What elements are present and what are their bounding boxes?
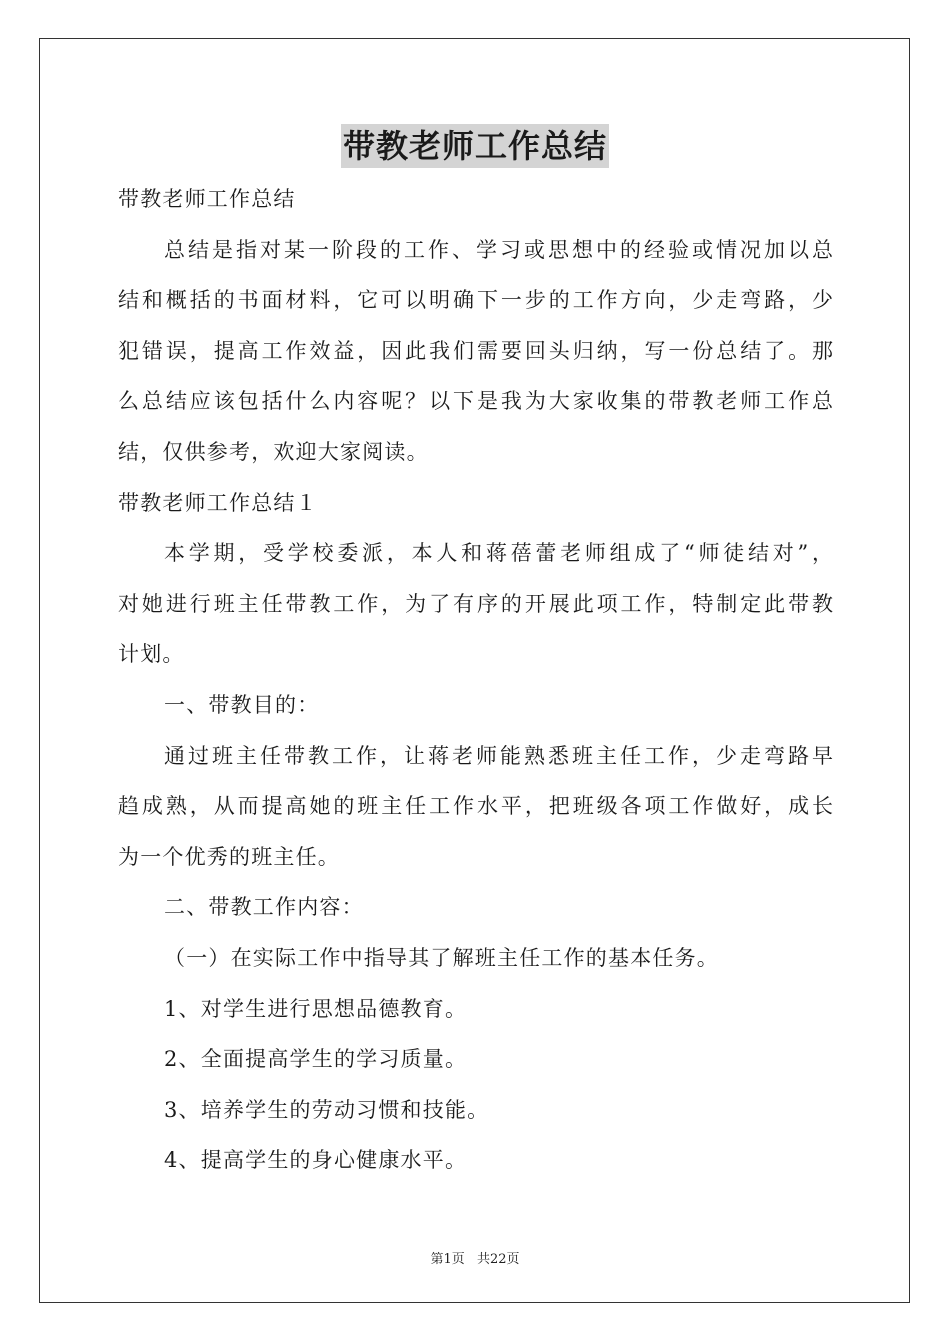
paragraph-line: 本学期，受学校委派，本人和蒋蓓蕾老师组成了“师徒结对”， — [164, 541, 833, 566]
paragraph-line: 结，仅供参考，欢迎大家阅读。 — [118, 439, 429, 464]
list-item: 4、提高学生的身心健康水平。 — [164, 1148, 468, 1173]
title-container — [0, 124, 950, 168]
list-item: 3、培养学生的劳动习惯和技能。 — [164, 1097, 490, 1122]
paragraph-line: 对她进行班主任带教工作，为了有序的开展此项工作，特制定此带教 — [118, 591, 833, 616]
list-item: 1、对学生进行思想品德教育。 — [164, 996, 468, 1021]
paragraph-line: 为一个优秀的班主任。 — [118, 844, 340, 869]
subsection-heading: 二、带教工作内容： — [164, 895, 364, 920]
section-heading: 带教老师工作总结１ — [118, 490, 318, 515]
paragraph-line: 结和概括的书面材料，它可以明确下一步的工作方向，少走弯路，少 — [118, 288, 833, 313]
paragraph-line: 总结是指对某一阶段的工作、学习或思想中的经验或情况加以总 — [164, 237, 833, 262]
subsection-heading: 一、带教目的： — [164, 692, 320, 717]
subtitle-line: 带教老师工作总结 — [118, 187, 296, 211]
paragraph-line: 么总结应该包括什么内容呢？以下是我为大家收集的带教老师工作总 — [118, 389, 833, 414]
paragraph-line: 趋成熟，从而提高她的班主任工作水平，把班级各项工作做好，成长 — [118, 794, 833, 819]
list-item: 2、全面提高学生的学习质量。 — [164, 1047, 468, 1072]
page-footer — [0, 1248, 950, 1267]
page-number: 第1页 — [430, 1252, 465, 1267]
page-total: 共22页 — [476, 1252, 520, 1267]
document-body — [118, 174, 833, 1186]
paragraph-line: （一）在实际工作中指导其了解班主任工作的基本任务。 — [164, 945, 719, 970]
paragraph-line: 通过班主任带教工作，让蒋老师能熟悉班主任工作，少走弯路早 — [164, 743, 833, 768]
paragraph-line: 计划。 — [118, 642, 185, 667]
document-title: 带教老师工作总结 — [341, 124, 609, 168]
paragraph-line: 犯错误，提高工作效益，因此我们需要回头归纳，写一份总结了。那 — [118, 338, 833, 363]
